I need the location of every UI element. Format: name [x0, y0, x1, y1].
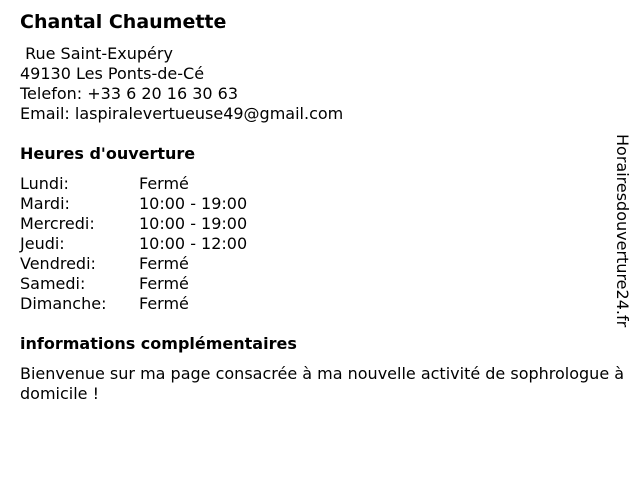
hours-value: 10:00 - 19:00 — [139, 194, 248, 213]
hours-row — [20, 234, 247, 254]
info-description: Bienvenue sur ma page consacrée à ma nouvelle activité de sophrologue à domicile ! — [20, 364, 625, 403]
hours-value: 10:00 - 19:00 — [139, 214, 248, 233]
hours-heading: Heures d'ouverture — [20, 144, 196, 163]
hours-row — [20, 254, 247, 274]
info-heading: informations complémentaires — [20, 334, 297, 353]
day-label: Jeudi: — [20, 234, 65, 253]
address-street: Rue Saint-Exupéry — [20, 44, 173, 63]
business-name: Chantal Chaumette — [20, 11, 227, 33]
hours-value: Fermé — [139, 174, 189, 193]
hours-row — [20, 294, 247, 314]
hours-row — [20, 214, 247, 234]
contact-block — [20, 44, 343, 124]
hours-value: Fermé — [139, 294, 189, 313]
hours-value: Fermé — [139, 254, 189, 273]
phone-number: Telefon: +33 6 20 16 30 63 — [20, 84, 239, 103]
hours-row — [20, 274, 247, 294]
day-label: Mardi: — [20, 194, 70, 213]
hours-value: 10:00 - 12:00 — [139, 234, 248, 253]
address-city: 49130 Les Ponts-de-Cé — [20, 64, 205, 83]
hours-row — [20, 174, 247, 194]
hours-value: Fermé — [139, 274, 189, 293]
day-label: Vendredi: — [20, 254, 96, 273]
site-watermark: Horairesdouverture24.fr — [613, 134, 632, 328]
day-label: Samedi: — [20, 274, 86, 293]
day-label: Lundi: — [20, 174, 69, 193]
hours-table — [20, 174, 247, 314]
hours-row — [20, 194, 247, 214]
email-address: Email: laspiralevertueuse49@gmail.com — [20, 104, 344, 123]
day-label: Dimanche: — [20, 294, 107, 313]
day-label: Mercredi: — [20, 214, 95, 233]
